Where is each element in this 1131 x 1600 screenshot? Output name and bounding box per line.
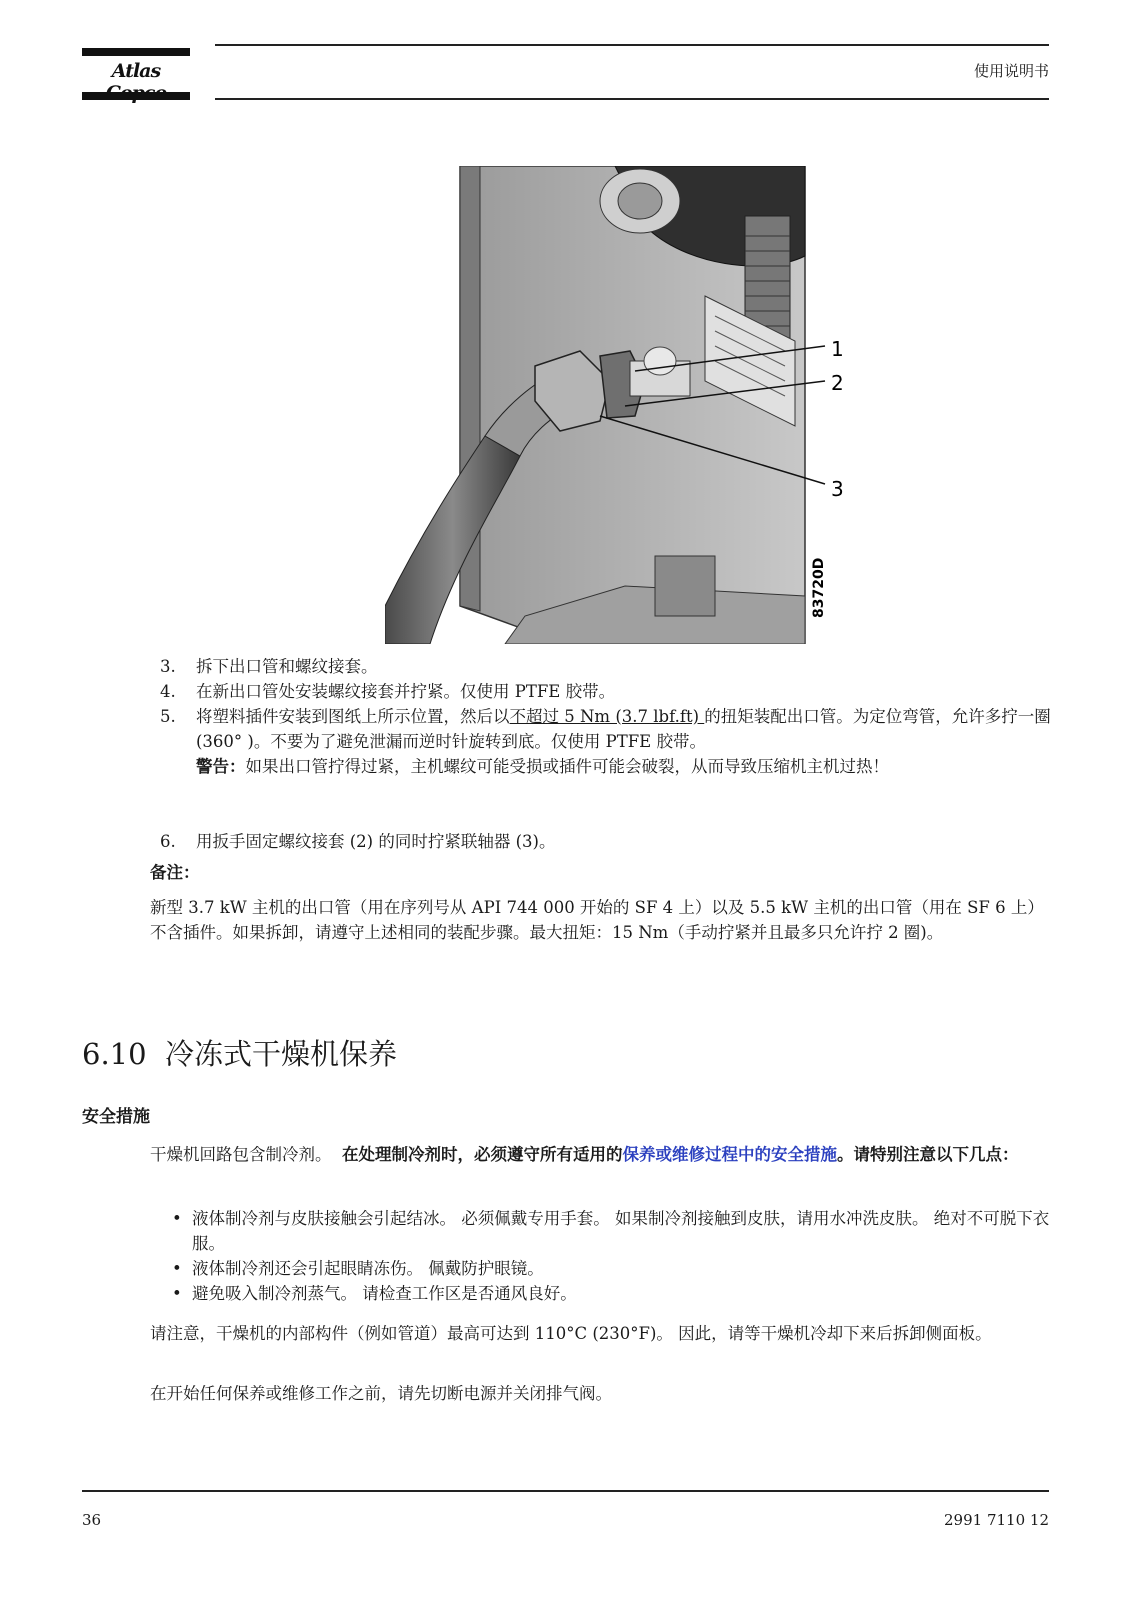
note-text: 新型 3.7 kW 主机的出口管（用在序列号从 API 744 000 开始的 SF 4 上）以及 5.5 kW 主机的出口管（用在 SF 6 上）不含插件。如果拆卸，请遵守上述相同的装配步骤。最大扭矩：15 Nm（手动拧紧并且最多只允许拧 2 圈)。 <box>150 898 1044 942</box>
step-text: 拆下出口管和螺纹接套。 <box>196 657 378 676</box>
warning-text: 如果出口管拧得过紧，主机螺纹可能受损或插件可能会破裂，从而导致压缩机主机过热！ <box>245 757 889 776</box>
bullet-item: • 避免吸入制冷剂蒸气。 请检查工作区是否通风良好。 <box>172 1281 1052 1306</box>
bullet-text: 液体制冷剂与皮肤接触会引起结冰。 必须佩戴专用手套。 如果制冷剂接触到皮肤，请用水冲洗皮肤。 绝对不可脱下衣服。 <box>192 1209 1050 1253</box>
section-title: 冷冻式干燥机保养 <box>165 1037 398 1071</box>
safety-subheading: 安全措施 <box>82 1107 150 1127</box>
page-number: 36 <box>82 1511 102 1529</box>
header-rule-top <box>215 44 1049 46</box>
doc-number: 2991 7110 12 <box>944 1511 1049 1529</box>
bullet-text: 液体制冷剂还会引起眼睛冻伤。 佩戴防护眼镜。 <box>192 1259 544 1278</box>
callout-2: 2 <box>831 371 844 395</box>
bullet-item: • 液体制冷剂与皮肤接触会引起结冰。 必须佩戴专用手套。 如果制冷剂接触到皮肤，请用水冲洗皮肤。 绝对不可脱下衣服。 <box>172 1206 1052 1256</box>
temperature-paragraph: 请注意，干燥机的内部构件（例如管道）最高可达到 110°C (230°F)。 因此，请等干燥机冷却下来后拆卸侧面板。 <box>150 1324 992 1343</box>
step-number: 5. <box>160 707 176 726</box>
step-3 <box>160 654 1060 679</box>
doc-type-title: 使用说明书 <box>973 62 1049 80</box>
bullet-item: • 液体制冷剂还会引起眼睛冻伤。 佩戴防护眼镜。 <box>172 1256 1052 1281</box>
callout-3: 3 <box>831 477 844 501</box>
step-text: 在新出口管处安装螺纹接套并拧紧。仅使用 PTFE 胶带。 <box>196 682 616 701</box>
footer-rule <box>82 1490 1049 1492</box>
atlas-copco-logo <box>82 48 190 100</box>
bullet-text: 避免吸入制冷剂蒸气。 请检查工作区是否通风良好。 <box>192 1284 577 1303</box>
intro-bold-end: 。请特别注意以下几点： <box>837 1145 1019 1164</box>
figure-code: 83720D <box>811 557 827 618</box>
step-number: 6. <box>160 832 176 851</box>
step-4 <box>160 679 1060 704</box>
header-rule-bottom <box>215 98 1049 100</box>
step-text: 用扳手固定螺纹接套 (2) 的同时拧紧联轴器 (3)。 <box>196 832 556 851</box>
intro-text: 干燥机回路包含制冷剂。 <box>150 1145 332 1164</box>
torque-spec: 不超过 5 Nm (3.7 lbf.ft) <box>509 707 705 726</box>
brand-name: Atlas <box>111 60 161 82</box>
step-6 <box>160 829 1060 854</box>
safety-precautions-link[interactable]: 保养或维修过程中的安全措施 <box>622 1145 837 1164</box>
warning-label: 警告： <box>196 757 246 776</box>
step-number: 3. <box>160 657 176 676</box>
safety-intro <box>150 1142 1050 1167</box>
outlet-pipe-illustration <box>385 166 845 644</box>
step-text: 将塑料插件安装到图纸上所示位置，然后以 <box>196 707 510 726</box>
section-heading <box>82 1032 397 1073</box>
callout-1: 1 <box>831 337 844 361</box>
note-label: 备注： <box>150 863 200 882</box>
step-number: 4. <box>160 682 176 701</box>
section-number: 6.10 <box>82 1037 147 1071</box>
intro-bold: 在处理制冷剂时，必须遵守所有适用的 <box>342 1145 623 1164</box>
step-text-cont: 的扭矩装配出口管。为定位弯管，允许多拧一圈 (360° )。不要为了避免泄漏而逆时针旋转到底。仅使用 PTFE 胶带。 <box>196 707 1051 751</box>
power-off-paragraph: 在开始任何保养或维修工作之前，请先切断电源并关闭排气阀。 <box>150 1384 612 1403</box>
step-5 <box>160 704 1060 829</box>
